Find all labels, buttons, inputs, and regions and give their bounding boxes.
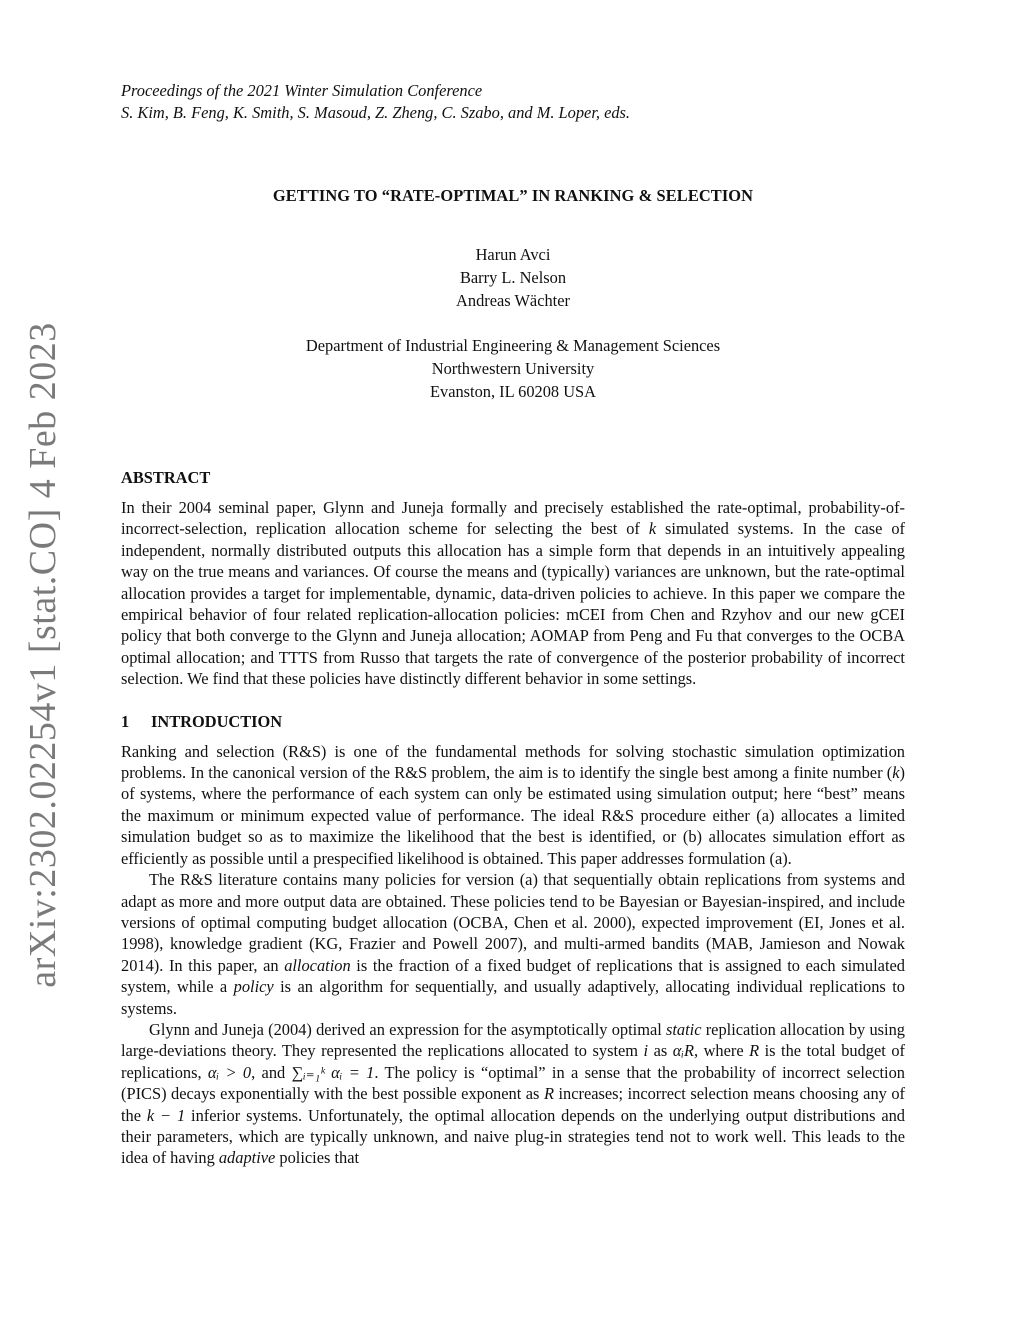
- arxiv-stamp-text: arXiv:2302.02254v1 [stat.CO] 4 Feb 2023: [22, 322, 64, 988]
- author-name: Harun Avci: [475, 245, 551, 264]
- affiliation-line: Northwestern University: [431, 359, 595, 378]
- paper-page: [121, 80, 905, 1169]
- intro-paragraph-3: Glynn and Juneja (2004) derived an expression for the asymptotically optimal static replication allocation by using large-deviations theory. They represented the replications allocated to system i as αᵢR, where R is the total budget of replications, αᵢ > 0, and ∑ᵢ₌₁ᵏ αᵢ = 1. The policy is “optimal” in a sense that the probability of incorrect selection (PICS) decays exponentially with the best possible exponent as R increases; incorrect selection means choosing any of the k − 1 inferior systems. Unfortunately, the optimal allocation depends on the underlying output distributions and their parameters, which are typically unknown, and naive plug-in strategies tend not to work well. This leads to the idea of having adaptive policies that: [121, 1019, 906, 1168]
- section-number: 1: [121, 711, 130, 731]
- intro-paragraph-1: Ranking and selection (R&S) is one of the fundamental methods for solving stochastic simulation optimization problems. In the canonical version of the R&S problem, the aim is to identify the single best among a finite number (k) of systems, where the performance of each system can only be estimated using simulation output; here “best” means the maximum or minimum expected value of performance. The ideal R&S procedure either (a) allocates a limited simulation budget so as to maximize the likelihood that the best is identified, or (b) allocates simulation effort as efficiently as possible until a prespecified likelihood is obtained. This paper addresses formulation (a).: [121, 741, 905, 868]
- proceedings-editors: S. Kim, B. Feng, K. Smith, S. Masoud, Z. Zheng, C. Szabo, and M. Loper, eds.: [121, 103, 631, 122]
- paper-title: GETTING TO “RATE-OPTIMAL” IN RANKING & SELECTION: [272, 186, 754, 205]
- abstract-heading: ABSTRACT: [121, 468, 211, 487]
- author-name: Barry L. Nelson: [459, 268, 567, 287]
- proceedings-header: [121, 80, 905, 124]
- arxiv-stamp: [20, 322, 66, 988]
- affiliation-line: Department of Industrial Engineering & Management Sciences: [305, 336, 721, 355]
- section-heading-introduction: [121, 712, 905, 732]
- author-name: Andreas Wächter: [456, 291, 570, 310]
- proceedings-title: Proceedings of the 2021 Winter Simulation Conference: [121, 81, 483, 100]
- intro-paragraph-2: The R&S literature contains many policies for version (a) that sequentially obtain replications from systems and adapt as more and more output data are obtained. These policies tend to be Bayesian or Bayesian-inspired, and include versions of optimal computing budget allocation (OCBA, Chen et al. 2000), expected improvement (EI, Jones et al. 1998), knowledge gradient (KG, Frazier and Powell 2007), and multi-armed bandits (MAB, Jamieson and Nowak 2014). In this paper, an allocation is the fraction of a fixed budget of replications that is assigned to each simulated system, while a policy is an algorithm for sequentially, and usually adaptively, allocating individual replications to systems.: [121, 870, 905, 1018]
- author-list: [121, 243, 905, 312]
- affiliation-line: Evanston, IL 60208 USA: [429, 382, 597, 401]
- abstract-text: In their 2004 seminal paper, Glynn and Juneja formally and precisely established the rate-optimal, probability-of-incorrect-selection, replication allocation scheme for selecting the best of k simulated systems. In the case of independent, normally distributed outputs this allocation has a simple form that depends in an intuitively appealing way on the true means and variances. Of course the means and (typically) variances are unknown, but the rate-optimal allocation provides a target for implementable, dynamic, data-driven policies to achieve. In this paper we compare the empirical behavior of four related replication-allocation policies: mCEI from Chen and Rzyhov and our new gCEI policy that both converge to the Glynn and Juneja allocation; AOMAP from Peng and Fu that converges to the OCBA optimal allocation; and TTTS from Russo that targets the rate of convergence of the posterior probability of incorrect selection. We find that these policies have distinctly different behavior in some settings.: [121, 498, 905, 689]
- affiliation: [121, 334, 905, 403]
- section-title: INTRODUCTION: [151, 711, 283, 731]
